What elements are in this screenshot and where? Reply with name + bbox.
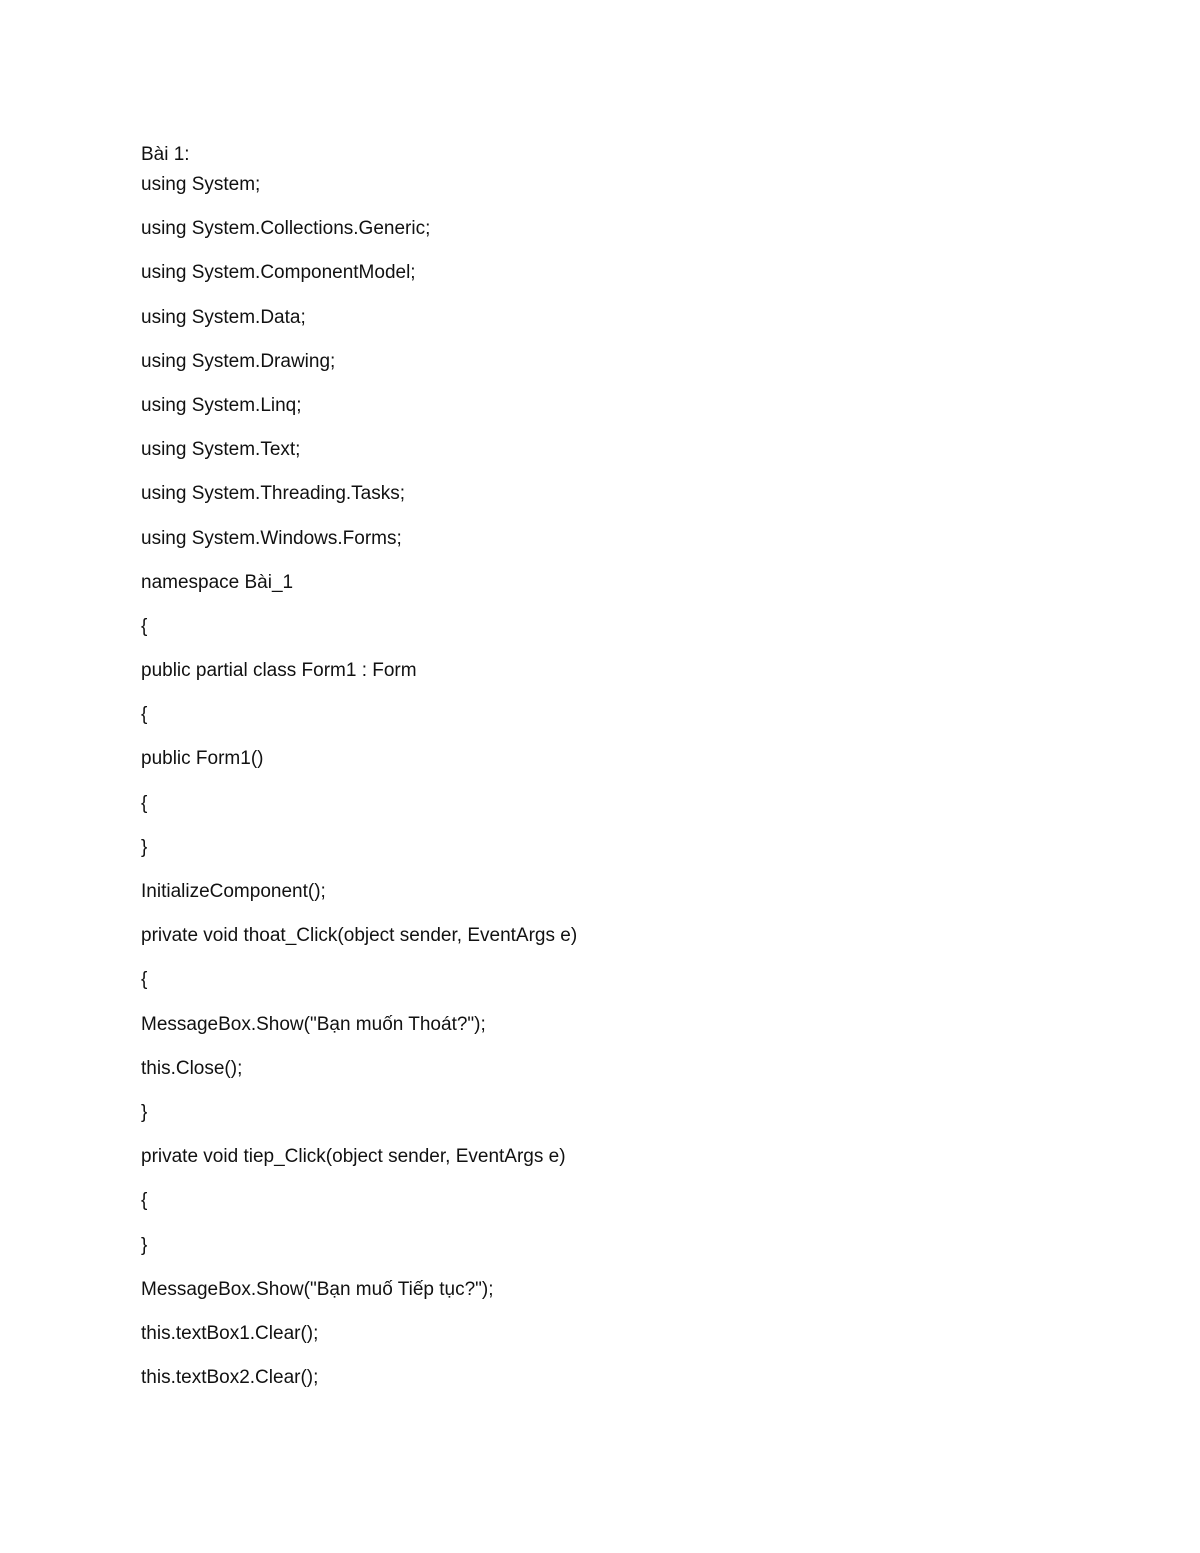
document-body bbox=[141, 140, 1141, 1407]
code-line: } bbox=[141, 1234, 148, 1256]
code-line: using System.Data; bbox=[141, 306, 306, 328]
code-line: { bbox=[141, 1190, 148, 1212]
code-line: this.textBox1.Clear(); bbox=[141, 1322, 319, 1344]
code-line: public partial class Form1 : Form bbox=[141, 660, 417, 682]
code-line: using System.Text; bbox=[141, 439, 301, 461]
code-line: using System.Collections.Generic; bbox=[141, 218, 431, 240]
code-line: { bbox=[141, 704, 148, 726]
code-line: using System.Windows.Forms; bbox=[141, 527, 402, 549]
code-line: InitializeComponent(); bbox=[141, 881, 326, 902]
code-line: this.textBox2.Clear(); bbox=[141, 1367, 319, 1389]
code-line: this.Close(); bbox=[141, 1057, 243, 1079]
code-line: using System.ComponentModel; bbox=[141, 262, 416, 284]
code-line: MessageBox.Show("Bạn muốn Thoát?"); bbox=[141, 1013, 486, 1035]
code-line: public Form1() bbox=[141, 748, 264, 770]
code-line: { bbox=[141, 615, 148, 637]
code-line: using System.Linq; bbox=[141, 394, 302, 416]
code-line: private void thoat_Click(object sender, EventArgs e) bbox=[141, 925, 578, 947]
code-line: } bbox=[141, 836, 148, 858]
code-line: using System; bbox=[141, 174, 261, 195]
code-line: private void tiep_Click(object sender, EventArgs e) bbox=[141, 1146, 566, 1168]
code-line: namespace Bài_1 bbox=[141, 571, 294, 593]
code-line: { bbox=[141, 969, 148, 991]
exercise-heading: Bài 1: bbox=[141, 144, 190, 165]
code-line: using System.Threading.Tasks; bbox=[141, 483, 406, 505]
code-line: } bbox=[141, 1101, 148, 1123]
code-line: { bbox=[141, 792, 148, 814]
code-line: MessageBox.Show("Bạn muố Tiếp tục?"); bbox=[141, 1278, 494, 1300]
code-line: using System.Drawing; bbox=[141, 350, 336, 372]
